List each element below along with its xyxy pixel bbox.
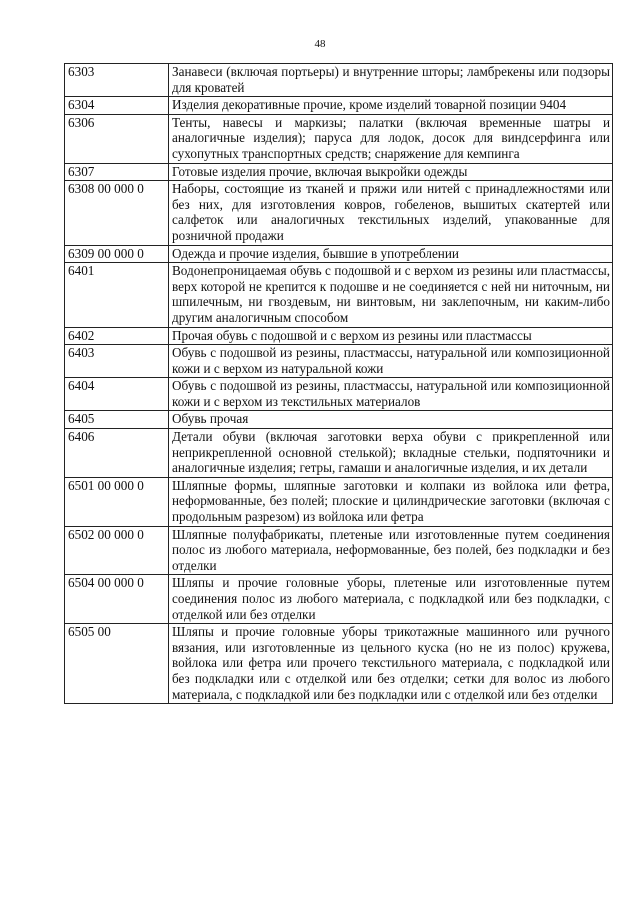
row-description: Обувь с подошвой из резины, пластмассы, натуральной или композиционной кожи и с верхом из натуральной кожи bbox=[169, 345, 613, 378]
row-description: Шляпы и прочие головные уборы, плетеные или изготовленные путем соединения полос из любого материала, с подкладкой или без подкладки, с отделкой или без отделки bbox=[169, 575, 613, 624]
table-body bbox=[65, 64, 613, 704]
row-description: Обувь прочая bbox=[169, 411, 613, 429]
table-row bbox=[65, 97, 613, 115]
row-description: Готовые изделия прочие, включая выкройки одежды bbox=[169, 163, 613, 181]
row-code: 6308 00 000 0 bbox=[65, 181, 169, 245]
table-row bbox=[65, 327, 613, 345]
row-code: 6501 00 000 0 bbox=[65, 477, 169, 526]
table-row bbox=[65, 411, 613, 429]
page-number: 48 bbox=[314, 38, 326, 50]
row-code: 6303 bbox=[65, 64, 169, 97]
table-row bbox=[65, 245, 613, 263]
row-description: Водонепроницаемая обувь с подошвой и с верхом из резины или пластмассы, верх которой не крепится к подошве и не соединяется с ней ни ниточным, ни шпилечным, ни гвоздевым, ни винтовым, ни заклепочным, ни каким-либо другим аналогичным способом bbox=[169, 263, 613, 327]
row-code: 6502 00 000 0 bbox=[65, 526, 169, 575]
row-code: 6307 bbox=[65, 163, 169, 181]
table-row bbox=[65, 624, 613, 704]
row-code: 6306 bbox=[65, 114, 169, 163]
table-row bbox=[65, 64, 613, 97]
row-description: Шляпные полуфабрикаты, плетеные или изготовленные путем соединения полос из любого материала, неформованные, без полей, без подкладки и без отделки bbox=[169, 526, 613, 575]
table-row bbox=[65, 378, 613, 411]
row-code: 6309 00 000 0 bbox=[65, 245, 169, 263]
row-code: 6404 bbox=[65, 378, 169, 411]
table-row bbox=[65, 114, 613, 163]
row-description: Наборы, состоящие из тканей и пряжи или нитей с принадлежностями или без них, для изготовления ковров, гобеленов, вышитых скатертей или салфеток или аналогичных текстильных изделий, упакованные для розничной продажи bbox=[169, 181, 613, 245]
row-code: 6304 bbox=[65, 97, 169, 115]
row-description: Прочая обувь с подошвой и с верхом из резины или пластмассы bbox=[169, 327, 613, 345]
row-code: 6401 bbox=[65, 263, 169, 327]
row-description: Занавеси (включая портьеры) и внутренние шторы; ламбрекены или подзоры для кроватей bbox=[169, 64, 613, 97]
table-row bbox=[65, 263, 613, 327]
row-code: 6406 bbox=[65, 429, 169, 478]
row-description: Изделия декоративные прочие, кроме изделий товарной позиции 9404 bbox=[169, 97, 613, 115]
table-row bbox=[65, 429, 613, 478]
table-row bbox=[65, 526, 613, 575]
table-row bbox=[65, 477, 613, 526]
row-description: Обувь с подошвой из резины, пластмассы, натуральной или композиционной кожи и с верхом из текстильных материалов bbox=[169, 378, 613, 411]
table-row bbox=[65, 345, 613, 378]
row-code: 6405 bbox=[65, 411, 169, 429]
table-row bbox=[65, 163, 613, 181]
row-description: Тенты, навесы и маркизы; палатки (включая временные шатры и аналогичные изделия); паруса для лодок, досок для виндсерфинга или сухопутных транспортных средств; снаряжение для кемпинга bbox=[169, 114, 613, 163]
row-description: Одежда и прочие изделия, бывшие в употреблении bbox=[169, 245, 613, 263]
row-description: Детали обуви (включая заготовки верха обуви с прикрепленной или неприкрепленной основной стелькой); вкладные стельки, подпяточники и аналогичные изделия; гетры, гамаши и аналогичные изделия, и их детали bbox=[169, 429, 613, 478]
table-row bbox=[65, 181, 613, 245]
customs-code-table bbox=[64, 63, 613, 704]
table-row bbox=[65, 575, 613, 624]
row-description: Шляпы и прочие головные уборы трикотажные машинного или ручного вязания, или изготовленные из цельного куска (но не из полос) кружева, войлока или фетра или прочего текстильного материала, с подкладкой или без подкладки или с отделкой или без отделки; сетки для волос из любого материала, с подкладкой или без подкладки или с отделкой или без отделки bbox=[169, 624, 613, 704]
row-code: 6504 00 000 0 bbox=[65, 575, 169, 624]
row-code: 6403 bbox=[65, 345, 169, 378]
row-code: 6505 00 bbox=[65, 624, 169, 704]
row-code: 6402 bbox=[65, 327, 169, 345]
row-description: Шляпные формы, шляпные заготовки и колпаки из войлока или фетра, неформованные, без полей; плоские и цилиндрические заготовки (включая с продольным разрезом) из войлока или фетра bbox=[169, 477, 613, 526]
